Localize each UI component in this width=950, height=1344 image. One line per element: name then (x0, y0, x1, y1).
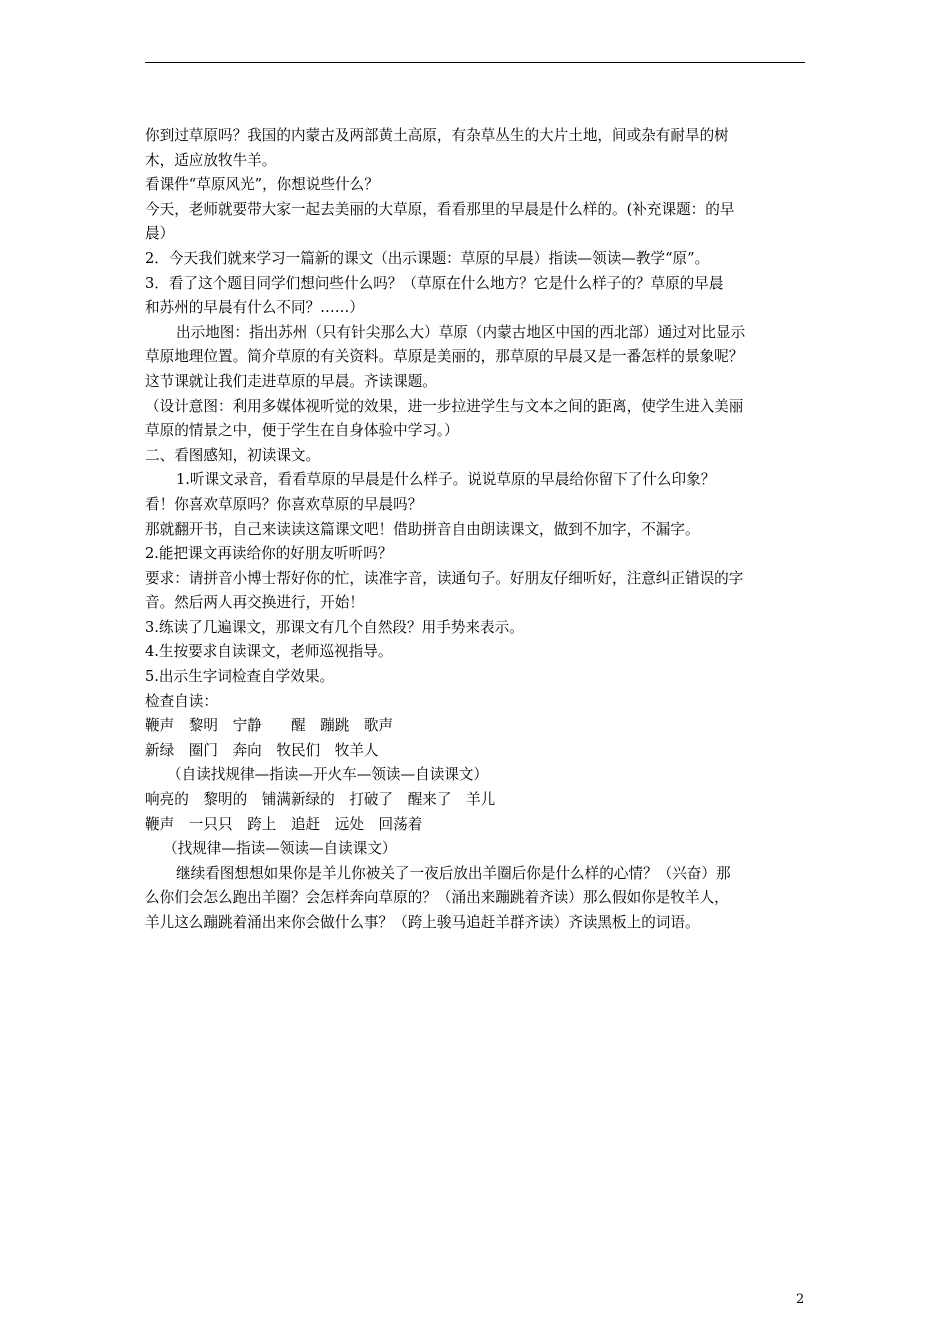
text-line: 木，适应放牧牛羊。 (145, 151, 277, 169)
header-rule (145, 62, 805, 63)
text-line: 1.听课文录音，看看草原的早晨是什么样子。说说草原的早晨给你留下了什么印象？ (176, 471, 716, 489)
text-line: 看！你喜欢草原吗？你喜欢草原的早晨吗？ (145, 495, 423, 513)
text-line: （找规律—指读—领读—自读课文） (163, 840, 397, 858)
text-line: 继续看图想想如果你是羊儿你被关了一夜后放出羊圈后你是什么样的心情？（兴奋）那 (176, 864, 731, 882)
text-line: 鞭声 一只只 跨上 追赶 远处 回荡着 (145, 815, 423, 833)
text-line: 草原地理位置。简介草原的有关资料。草原是美丽的，那草原的早晨又是一番怎样的景象呢？ (145, 348, 744, 366)
text-line: 么你们会怎么跑出羊圈？会怎样奔向草原的？（涌出来蹦跳着齐读）那么假如你是牧羊人， (145, 889, 729, 907)
text-line: 草原的情景之中，便于学生在自身体验中学习。） (145, 422, 459, 440)
text-line: 羊儿这么蹦跳着涌出来你会做什么事？（跨上骏马追赶羊群齐读）齐读黑板上的词语。 (145, 914, 700, 931)
text-line: 2．今天我们就来学习一篇新的课文（出示课题：草原的早晨）指读—领读—教学“原”。 (145, 249, 710, 267)
text-line: 响亮的 黎明的 铺满新绿的 打破了 醒来了 羊儿 (145, 791, 496, 809)
text-line: 看课件“草原风光”，你想说些什么？ (145, 176, 379, 194)
page-number: 2 (796, 1292, 805, 1307)
text-line: 新绿 圈门 奔向 牧民们 牧羊人 (145, 741, 379, 759)
text-line: 4.生按要求自读课文，老师巡视指导。 (145, 643, 393, 661)
text-line: （自读找规律—指读—开火车—领读—自读课文） (167, 766, 489, 784)
text-line: 3.练读了几遍课文，那课文有几个自然段？用手势来表示。 (145, 618, 524, 636)
text-line: （设计意图：利用多媒体视听觉的效果，进一步拉进学生与文本之间的距离，使学生进入美丽 (145, 397, 744, 415)
text-line: 2.能把课文再读给你的好朋友听听吗？ (145, 545, 393, 563)
text-line: 和苏州的早晨有什么不同？……） (145, 299, 364, 317)
text-line: 二、看图感知，初读课文。 (145, 446, 321, 464)
text-line: 你到过草原吗？我国的内蒙古及两部黄土高原，有杂草丛生的大片土地，间或杂有耐旱的树 (145, 127, 729, 144)
text-line: 3．看了这个题目同学们想问些什么吗？（草原在什么地方？它是什么样子的？草原的早晨 (145, 274, 724, 292)
text-line: 要求：请拼音小博士帮好你的忙，读准字音，读通句子。好朋友仔细听好，注意纠正错误的字 (145, 569, 744, 587)
text-line: 出示地图：指出苏州（只有针尖那么大）草原（内蒙古地区中国的西北部）通过对比显示 (176, 323, 746, 341)
text-line: 鞭声 黎明 宁静 醒 蹦跳 歌声 (145, 717, 394, 735)
text-line: 晨） (145, 225, 175, 243)
text-line: 5.出示生字词检查自学效果。 (145, 668, 335, 686)
text-line: 那就翻开书，自己来读读这篇课文吧！借助拼音自由朗读课文，做到不加字，不漏字。 (145, 520, 700, 538)
text-line: 检查自读： (145, 692, 218, 710)
text-line: 音。然后两人再交换进行，开始！ (145, 594, 364, 612)
text-line: 这节课就让我们走进草原的早晨。齐读课题。 (145, 372, 437, 390)
text-line: 今天，老师就要带大家一起去美丽的大草原，看看那里的早晨是什么样的。(补充课题：的早 (145, 200, 735, 218)
document-body (145, 124, 810, 936)
